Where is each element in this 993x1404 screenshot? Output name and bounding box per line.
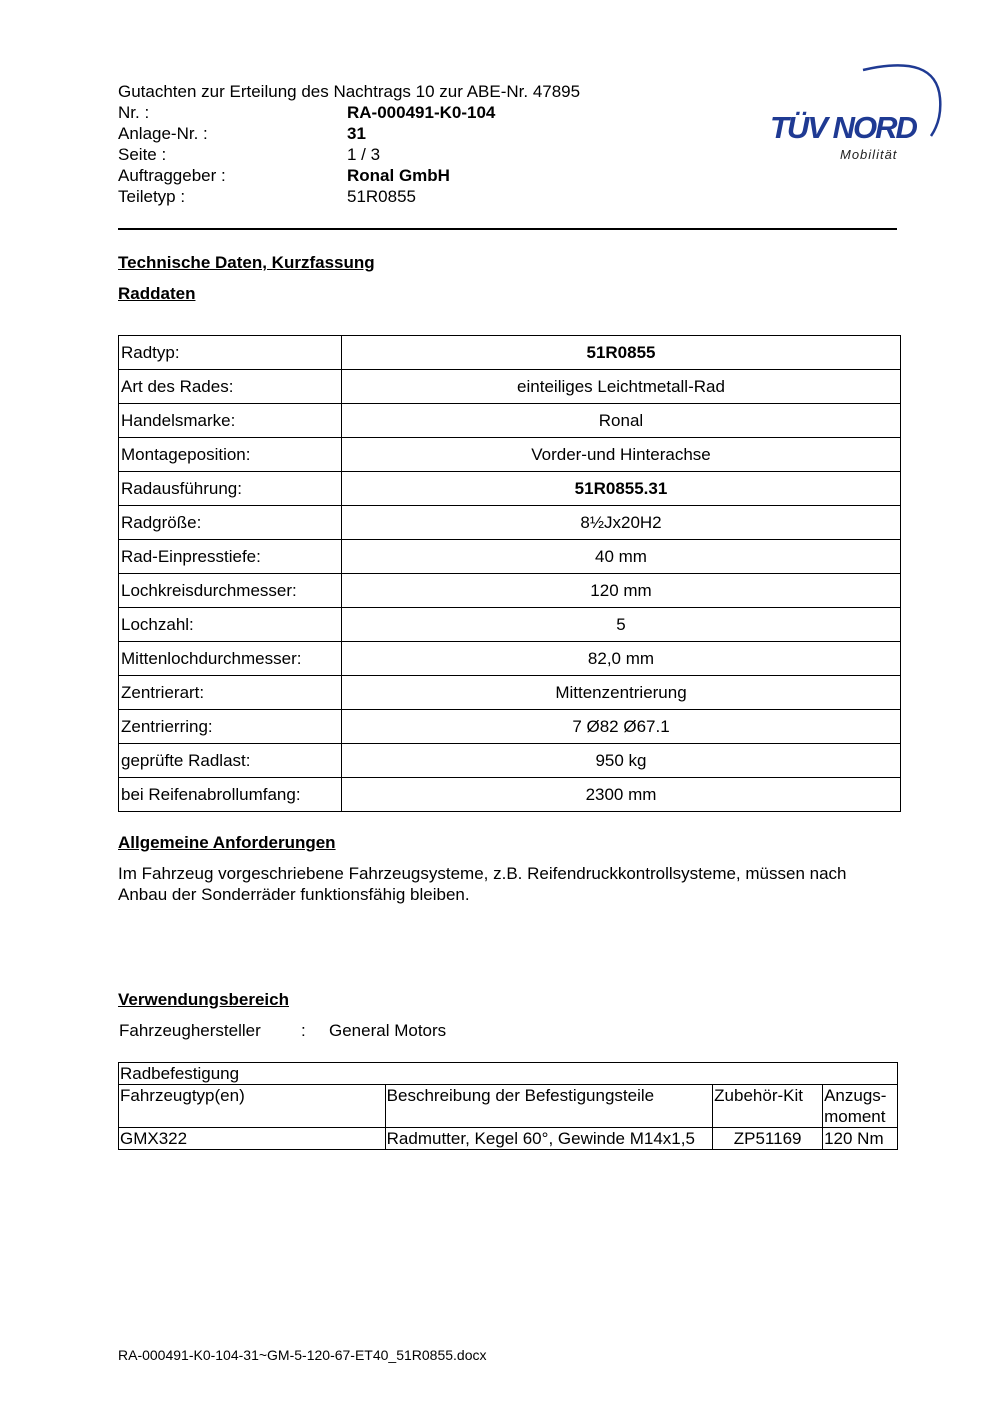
raddaten-key: Mittenlochdurchmesser:: [119, 642, 342, 676]
section-title-raddaten: Raddaten: [118, 284, 196, 303]
table-row: [119, 1128, 898, 1150]
radbefestigung-table: [118, 1062, 898, 1150]
logo-arc-icon: [768, 58, 948, 168]
raddaten-table: [118, 335, 901, 812]
table-row: [119, 642, 901, 676]
header-beschreibung: Beschreibung der Befestigungsteile: [385, 1085, 713, 1128]
raddaten-key: Handelsmarke:: [119, 404, 342, 438]
manufacturer-sep: :: [301, 1021, 306, 1040]
radbefestigung-title: Radbefestigung: [119, 1063, 898, 1085]
table-row: [119, 540, 901, 574]
header-field-value: 31: [347, 124, 366, 143]
table-row: [119, 574, 901, 608]
raddaten-key: Radtyp:: [119, 336, 342, 370]
raddaten-value: 40 mm: [342, 540, 901, 574]
raddaten-key: Radausführung:: [119, 472, 342, 506]
header-field-label: Teiletyp :: [118, 187, 186, 206]
raddaten-key: Lochzahl:: [119, 608, 342, 642]
logo-brand-text: TÜV NORD: [770, 110, 916, 145]
table-row: [119, 608, 901, 642]
raddaten-value: 8½Jx20H2: [342, 506, 901, 540]
table-row: [119, 744, 901, 778]
header-field-value: RA-000491-K0-104: [347, 103, 496, 122]
cell-beschreibung: Radmutter, Kegel 60°, Gewinde M14x1,5: [385, 1128, 713, 1150]
raddaten-value: 2300 mm: [342, 778, 901, 812]
header-field-value: Ronal GmbH: [347, 166, 450, 185]
section-title-allgemein: Allgemeine Anforderungen: [118, 833, 336, 852]
raddaten-value: 82,0 mm: [342, 642, 901, 676]
raddaten-key: geprüfte Radlast:: [119, 744, 342, 778]
table-row: [119, 506, 901, 540]
raddaten-value: Ronal: [342, 404, 901, 438]
table-row: [119, 676, 901, 710]
raddaten-key: Montageposition:: [119, 438, 342, 472]
raddaten-value: 120 mm: [342, 574, 901, 608]
raddaten-value: 7 Ø82 Ø67.1: [342, 710, 901, 744]
raddaten-value: 51R0855.31: [342, 472, 901, 506]
raddaten-value: 950 kg: [342, 744, 901, 778]
header-field-label: Nr. :: [118, 103, 150, 122]
raddaten-key: Zentrierring:: [119, 710, 342, 744]
manufacturer-value: General Motors: [329, 1021, 447, 1040]
header-fahrzeugtyp: Fahrzeugtyp(en): [119, 1085, 386, 1128]
allgemein-text: Im Fahrzeug vorgeschriebene Fahrzeugsysteme, z.B. Reifendruckkontrollsysteme, müssen nach Anbau der Sonderräder funktionsfähig bleiben.: [118, 864, 847, 904]
raddaten-value: 51R0855: [342, 336, 901, 370]
raddaten-value: Vorder-und Hinterachse: [342, 438, 901, 472]
header-divider: [118, 228, 897, 230]
cell-fahrzeugtyp: GMX322: [119, 1128, 386, 1150]
header-anzugsmoment: Anzugs-moment: [823, 1085, 898, 1128]
table-row: [119, 472, 901, 506]
table-row: [119, 778, 901, 812]
table-row: [119, 438, 901, 472]
raddaten-key: Zentrierart:: [119, 676, 342, 710]
footer-filename: RA-000491-K0-104-31~GM-5-120-67-ET40_51R0855.docx: [118, 1347, 487, 1363]
raddaten-value: 5: [342, 608, 901, 642]
table-row: [119, 710, 901, 744]
header-field-value: 51R0855: [347, 187, 417, 206]
logo-sub-text: Mobilität: [840, 147, 898, 162]
header-field-label: Seite :: [118, 145, 167, 164]
table-row: [119, 370, 901, 404]
section-title-verwendung: Verwendungsbereich: [118, 990, 289, 1009]
cell-anzugsmoment: 120 Nm: [823, 1128, 898, 1150]
document-title: Gutachten zur Erteilung des Nachtrags 10 zur ABE-Nr. 47895: [118, 82, 581, 101]
raddaten-value: Mittenzentrierung: [342, 676, 901, 710]
manufacturer-label: Fahrzeughersteller: [119, 1021, 261, 1040]
header-field-label: Anlage-Nr. :: [118, 124, 208, 143]
table-row: [119, 336, 901, 370]
raddaten-key: Lochkreisdurchmesser:: [119, 574, 342, 608]
raddaten-value: einteiliges Leichtmetall-Rad: [342, 370, 901, 404]
table-row: [119, 404, 901, 438]
raddaten-key: Radgröße:: [119, 506, 342, 540]
header-zubehoer-kit: Zubehör-Kit: [713, 1085, 823, 1128]
header-field-value: 1 / 3: [347, 145, 381, 164]
section-title-tech: Technische Daten, Kurzfassung: [118, 253, 375, 272]
header-field-label: Auftraggeber :: [118, 166, 226, 185]
raddaten-key: Art des Rades:: [119, 370, 342, 404]
tuev-nord-logo: [768, 58, 948, 168]
cell-zubehoer-kit: ZP51169: [713, 1128, 823, 1150]
raddaten-key: bei Reifenabrollumfang:: [119, 778, 342, 812]
raddaten-key: Rad-Einpresstiefe:: [119, 540, 342, 574]
